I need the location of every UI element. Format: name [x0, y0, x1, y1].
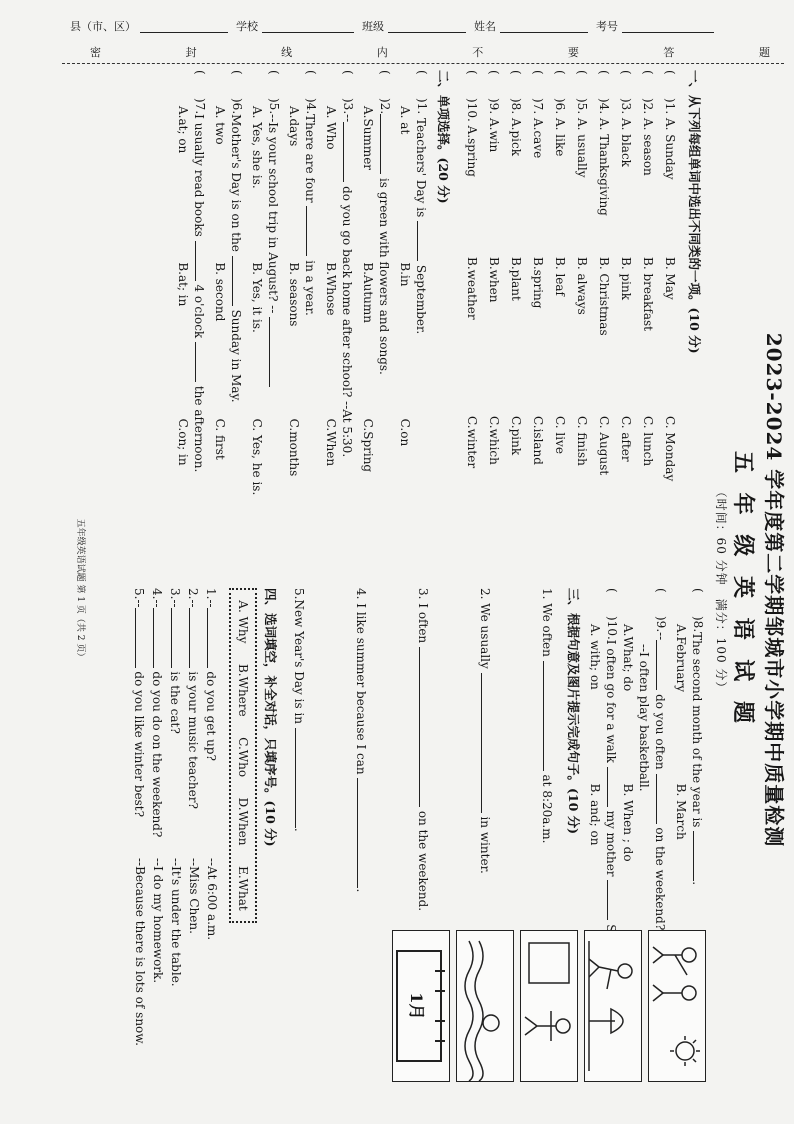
school-field [236, 18, 354, 34]
option-c[interactable]: C.When [324, 418, 339, 467]
answer-paren[interactable]: ( [575, 70, 590, 75]
seal-char: 答 [663, 46, 675, 59]
option-a[interactable]: A. Yes, she is. [250, 106, 265, 189]
question-stem: is green with flowers and songs. [376, 114, 393, 575]
option-b[interactable]: B.Autumn [361, 262, 376, 324]
choice-option: A. Why [236, 600, 251, 644]
question-stem: do you go back home after school? --At 5:30. [339, 122, 356, 575]
answer-blank[interactable] [154, 608, 167, 668]
seal-char: 内 [376, 46, 388, 59]
question-number: )10. [605, 616, 619, 640]
answer-paren[interactable]: ( [641, 70, 656, 75]
dialogue-answer: --It's under the table. [169, 858, 184, 987]
exam-number-field [596, 18, 714, 34]
vocab-b: B. leaf [553, 257, 568, 296]
answer-paren[interactable]: ( [267, 70, 281, 75]
county-field [70, 18, 228, 34]
answer-paren[interactable]: ( [378, 70, 392, 75]
left-column [175, 70, 706, 575]
question-stem: There are four in a year. [303, 114, 317, 316]
dialogue-answer: --I do my homework. [151, 858, 166, 984]
mc-options [397, 70, 413, 575]
picture-flying-kites [648, 930, 706, 1082]
answer-blank[interactable] [357, 778, 370, 888]
answer-paren[interactable]: ( [654, 588, 668, 593]
seal-notice [90, 44, 770, 62]
seal-char: 题 [758, 46, 770, 59]
section1-title: 一、从下列每组单词中选出不同类的一项。(10 分) [687, 70, 702, 354]
answer-paren[interactable]: ( [193, 70, 207, 75]
answer-paren[interactable]: ( [509, 70, 524, 75]
answer-blank[interactable] [208, 608, 221, 668]
mc-question [228, 70, 245, 575]
option-b[interactable]: B. second [213, 262, 228, 322]
vocab-row [593, 70, 615, 575]
answer-paren[interactable]: ( [465, 70, 480, 75]
dialogue-answer: --At 6:00 a.m. [205, 858, 220, 941]
school-blank[interactable] [262, 20, 354, 33]
answer-blank[interactable] [693, 831, 706, 881]
answer-blank[interactable] [607, 767, 620, 807]
name-label: 姓名 [474, 20, 496, 33]
option-a[interactable]: A. with; on [588, 624, 603, 690]
option-a[interactable]: A.Summer [361, 106, 376, 171]
answer-blank[interactable] [306, 206, 319, 256]
answer-blank[interactable] [195, 241, 208, 281]
question-number: )2. [378, 98, 392, 115]
picture-sentences [282, 588, 560, 933]
answer-paren[interactable]: ( [304, 70, 318, 75]
option-b[interactable]: B.Whose [324, 262, 339, 316]
answer-paren[interactable]: ( [531, 70, 546, 75]
answer-blank[interactable] [607, 880, 620, 920]
seal-char: 密 [90, 46, 101, 59]
vocab-a: )8. A.pick [509, 98, 524, 156]
dialogue-item: 5.-- do you like winter best? --Because there is lots of snow. [131, 588, 149, 1103]
county-label: 县（市、区） [70, 20, 136, 33]
vocab-a: )4. A. Thanksgiving [597, 98, 612, 216]
question-number: )8. [691, 616, 705, 633]
question-stem: --Is your school trip in August? -- [265, 114, 282, 575]
vocab-c: C.which [487, 416, 502, 465]
mc-options [360, 70, 376, 575]
choice-option: B.Where [236, 663, 251, 717]
option-a[interactable]: A.at; on [176, 106, 191, 154]
picture-sentence: 3. I often on the weekend. [416, 588, 430, 912]
option-a[interactable]: A. at [398, 106, 413, 135]
option-b[interactable]: B. March [674, 783, 689, 840]
answer-paren[interactable]: ( [553, 70, 568, 75]
option-c[interactable]: C.months [287, 418, 302, 477]
answer-blank[interactable] [543, 661, 556, 771]
section2-title: 二、单项选择。(20 分) [436, 70, 451, 204]
picture-strip [407, 930, 706, 1090]
option-c[interactable]: C. Yes, he is. [250, 418, 265, 496]
choice-option: C.Who [236, 737, 251, 778]
choice-option: D.When [236, 797, 251, 846]
answer-paren[interactable]: ( [691, 588, 705, 593]
question-stem: Teachers' Day is September. [414, 117, 428, 335]
mc-question [191, 70, 208, 575]
option-c[interactable]: C.on; in [176, 418, 191, 466]
vocab-b: B. pink [619, 257, 634, 300]
option-b[interactable]: B. When ; do [621, 783, 636, 862]
vocab-c: C. finish [575, 416, 590, 466]
vocab-row [571, 70, 593, 575]
picture-sentence: 5.New Year's Day is in . [292, 588, 306, 832]
answer-blank[interactable] [269, 317, 282, 387]
option-c[interactable]: C.Spring [361, 418, 376, 473]
seal-divider [62, 63, 784, 64]
option-b[interactable]: B. Yes, it is. [250, 262, 265, 333]
option-c[interactable]: C.on [398, 418, 413, 447]
choice-option: E.What [236, 866, 251, 911]
vocab-a: )7. A.cave [531, 98, 546, 159]
dialogue-item: 2.-- is your music teacher? --Miss Chen. [185, 588, 203, 1103]
dialogue-item: 4.-- do you do on the weekend? --I do my homework. [149, 588, 167, 1103]
mc-options [212, 70, 228, 575]
dialogue-answer: --Because there is lots of snow. [133, 858, 148, 1046]
word-choice-box [229, 588, 257, 923]
vocab-b: B. May [663, 257, 678, 300]
picture-calendar [392, 930, 450, 1082]
name-field [474, 18, 588, 34]
vocab-a: )10. A.spring [465, 98, 480, 177]
mc-question [413, 70, 430, 575]
vocab-a: )9. A.win [487, 98, 502, 153]
vocab-row [505, 70, 527, 575]
exam-page [70, 70, 790, 1110]
option-b[interactable]: B. seasons [287, 262, 302, 327]
vocab-c: C. Monday [663, 416, 678, 482]
answer-blank[interactable] [343, 122, 356, 182]
question-number: )4. [304, 98, 318, 115]
answer-paren[interactable]: ( [415, 70, 429, 75]
vocab-a: )3. A. black [619, 98, 634, 167]
vocab-a: )6. A. like [553, 98, 568, 157]
school-label: 学校 [236, 20, 258, 33]
vocab-b: B. always [575, 257, 590, 315]
class-blank[interactable] [388, 20, 466, 33]
dialogue-answer: --Miss Chen. [187, 858, 202, 934]
vocab-a: )2. A. season [641, 98, 656, 176]
question-number: )6. [230, 98, 244, 115]
vocab-c: C.winter [465, 416, 480, 469]
class-field [362, 18, 466, 34]
answer-blank[interactable] [172, 608, 185, 668]
option-a[interactable]: A. two [213, 106, 228, 145]
question-number: )5. [267, 98, 281, 115]
calendar-label: 1月 [407, 992, 426, 1020]
seal-char: 要 [567, 46, 579, 59]
option-a[interactable]: A.What; do [621, 624, 636, 692]
answer-blank[interactable] [295, 728, 308, 828]
picture-sentence: 1. We often at 8:20a.m. [540, 588, 554, 844]
option-b[interactable]: B.in [398, 262, 413, 287]
option-c[interactable]: C. first [213, 418, 228, 460]
mc-options [323, 70, 339, 575]
option-b[interactable]: B.at; in [176, 262, 191, 307]
question-stem: do you often on the weekend? [652, 640, 669, 1103]
picture-planting-trees [584, 930, 642, 1082]
vocab-b: B. breakfast [641, 257, 656, 331]
answer-paren[interactable]: ( [619, 70, 634, 75]
vocab-row [637, 70, 659, 575]
vocab-c: C. August [597, 416, 612, 476]
answer-paren[interactable]: ( [663, 70, 678, 75]
question-stem: I often go for a walk my mother [603, 640, 620, 1103]
mc-options [175, 70, 191, 575]
question-number: )7. [193, 98, 207, 115]
question-stem: The second month of the year is . [690, 632, 704, 886]
answer-blank[interactable] [195, 342, 208, 382]
vocab-b: B.spring [531, 257, 546, 309]
vocab-a: )5. A. usually [575, 98, 590, 178]
vocab-c: C. live [553, 416, 568, 454]
answer-blank[interactable] [232, 256, 245, 306]
picture-swimming [456, 930, 514, 1082]
exam-info: （时间：60 分钟 满分：100 分） [714, 485, 728, 695]
option-a[interactable]: A. Who [324, 106, 339, 150]
student-info-line [70, 14, 790, 38]
vocab-b: B.weather [465, 257, 480, 320]
answer-blank[interactable] [656, 774, 669, 824]
answer-blank[interactable] [656, 640, 669, 690]
dialogue-item: 3.-- is the cat? --It's under the table. [167, 588, 185, 1103]
option-a[interactable]: A.days [287, 106, 302, 147]
seal-char: 不 [472, 46, 484, 59]
county-blank[interactable] [140, 20, 228, 33]
vocab-c: C. after [619, 416, 634, 462]
vocab-c: C.island [531, 416, 546, 465]
exam-number-blank[interactable] [622, 20, 714, 33]
answer-paren[interactable]: ( [341, 70, 355, 75]
mc-question [339, 70, 356, 575]
vocab-row [527, 70, 549, 575]
answer-blank[interactable] [380, 114, 393, 174]
answer-blank[interactable] [190, 608, 203, 668]
answer-paren[interactable]: ( [487, 70, 502, 75]
vocab-row [461, 70, 483, 575]
picture-sentence: 2. We usually in winter. [478, 588, 492, 874]
vocab-a: )1. A. Sunday [663, 98, 678, 180]
seal-char: 封 [185, 46, 197, 59]
vocab-b: B. Christmas [597, 257, 612, 336]
vocab-b: B.when [487, 257, 502, 303]
exam-number-label: 考号 [596, 20, 618, 33]
question-stem: I usually read books 4 o'clock the afternoon. [192, 114, 206, 473]
option-a[interactable]: A.February [674, 624, 689, 693]
mc-options [286, 70, 302, 575]
mc-question [376, 70, 393, 575]
exam-subtitle: 五 年 级 英 语 试 题 [730, 451, 756, 729]
mc-options [249, 70, 265, 575]
answer-paren[interactable]: ( [230, 70, 244, 75]
option-b[interactable]: B. and; on [588, 783, 603, 846]
answer-paren[interactable]: ( [605, 588, 619, 593]
picture-doing-morning-exercises [520, 930, 578, 1082]
mc-question [302, 70, 319, 575]
section3-title: 三、根据句意及图片提示完成句子。(10 分) [566, 588, 581, 835]
section4-title: 四、选词填空，补全对话，只填序号。(10 分) [263, 588, 278, 847]
vocab-row [483, 70, 505, 575]
page-footer: 五年级英语试题 第 1 页（共 2 页） [75, 518, 85, 662]
answer-blank[interactable] [136, 608, 149, 668]
answer-blank[interactable] [481, 673, 494, 813]
reply-text: --I often play basketball. [637, 644, 652, 792]
mc-question [265, 70, 282, 575]
question-stem: Mother's Day is on the Sunday in May. [229, 114, 243, 403]
question-number: )9.-- [654, 616, 668, 641]
question-number: )1. [415, 98, 429, 115]
class-label: 班级 [362, 20, 384, 33]
vocab-b: B.plant [509, 257, 524, 301]
vocab-row [659, 70, 681, 575]
rotated-exam-content [70, 70, 790, 1110]
answer-paren[interactable]: ( [597, 70, 612, 75]
answer-blank[interactable] [417, 221, 430, 261]
vocab-c: C.pink [509, 416, 524, 456]
name-blank[interactable] [500, 20, 588, 33]
vocab-row [615, 70, 637, 575]
dialogue-item: 1.-- do you get up? --At 6:00 a.m. [203, 588, 221, 1103]
vocab-row [549, 70, 571, 575]
exam-title: 2023-2024 学年度第二学期邹城市小学期中质量检测 [762, 332, 786, 848]
answer-blank[interactable] [419, 647, 432, 807]
vocab-c: C. lunch [641, 416, 656, 467]
question-number: )3.-- [341, 98, 355, 123]
picture-sentence: 4. I like summer because I can . [354, 588, 368, 893]
seal-char: 线 [281, 46, 293, 59]
